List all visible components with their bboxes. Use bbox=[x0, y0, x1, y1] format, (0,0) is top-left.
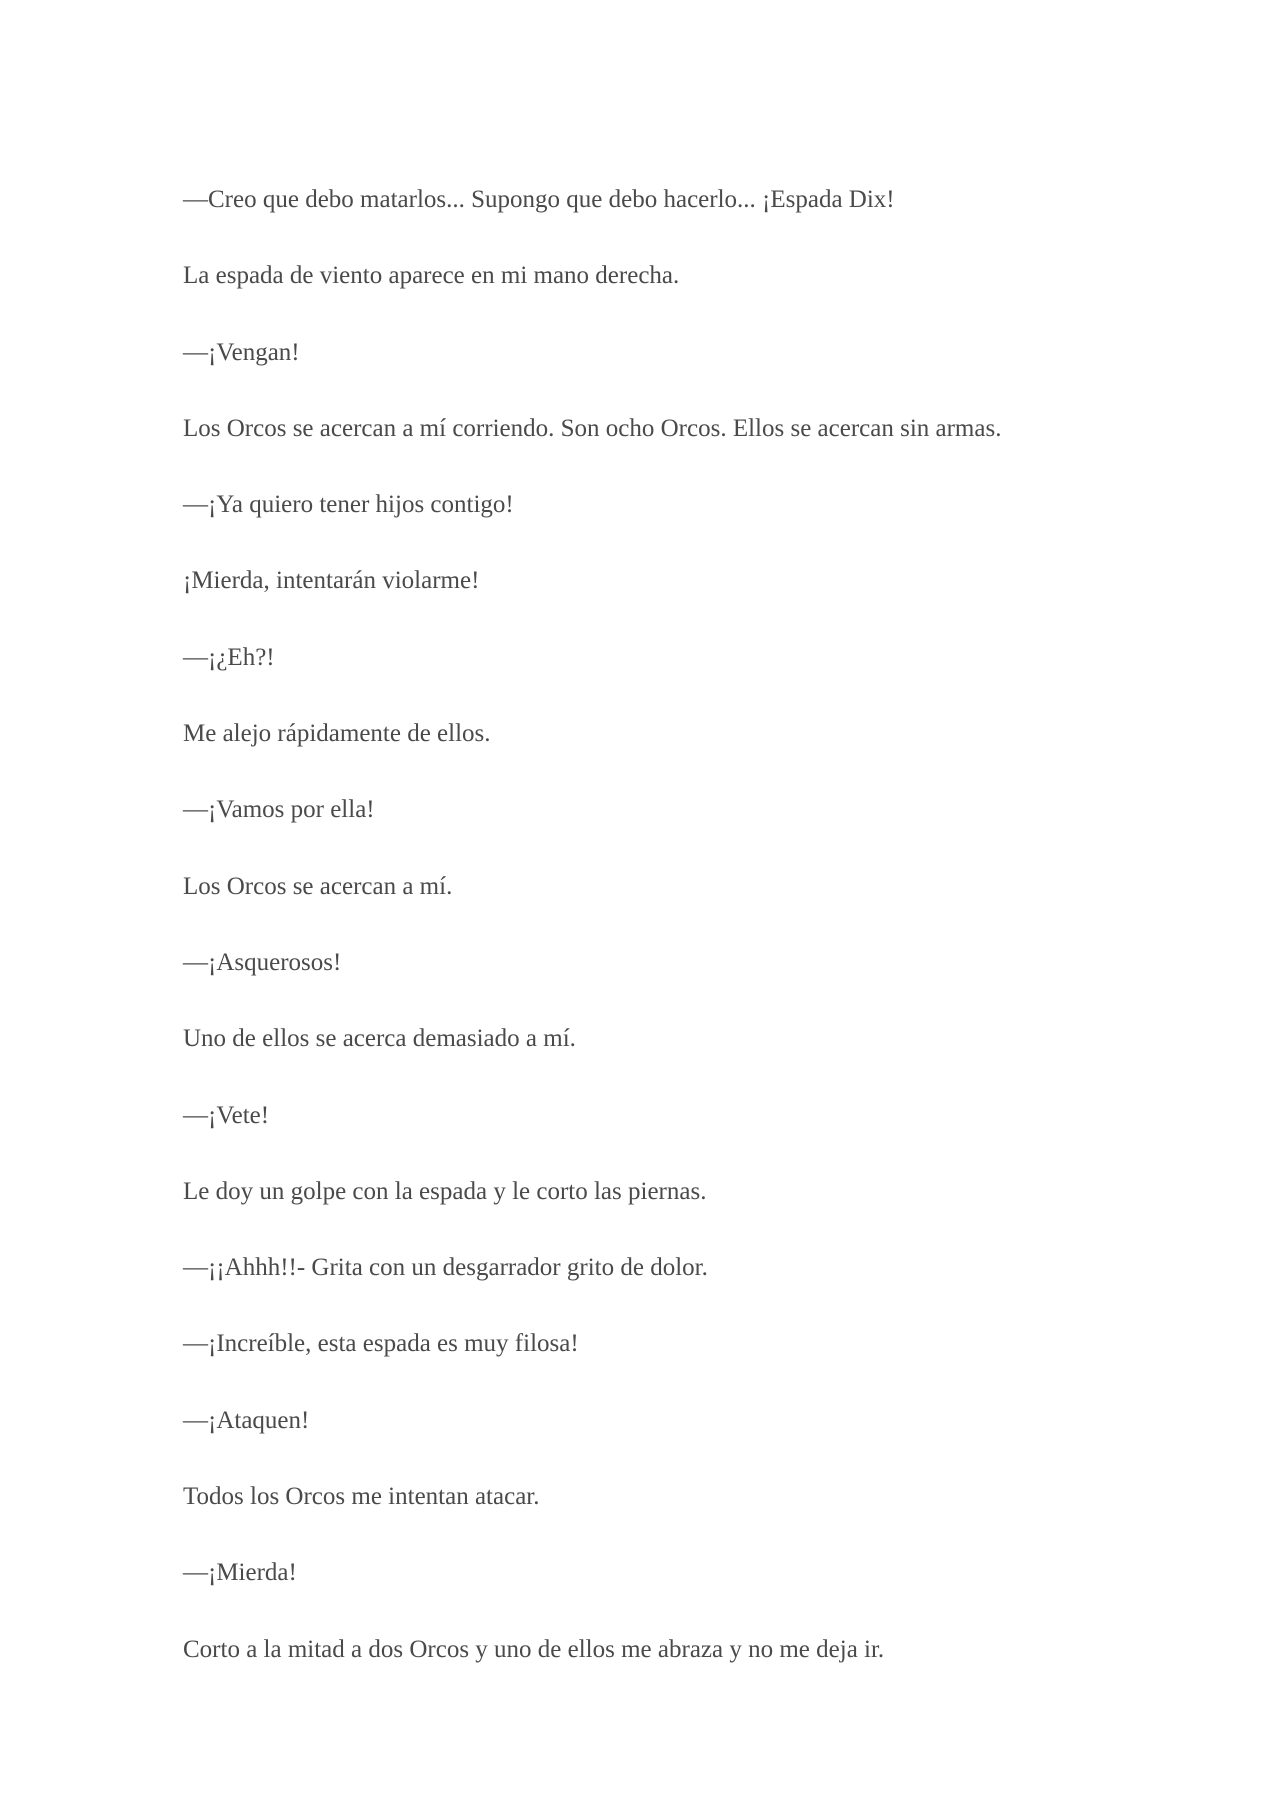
paragraph: Los Orcos se acercan a mí. bbox=[183, 872, 453, 900]
paragraph: Le doy un golpe con la espada y le corto las piernas. bbox=[183, 1177, 707, 1205]
paragraph: —¡Ataquen! bbox=[183, 1406, 310, 1434]
paragraph: Los Orcos se acercan a mí corriendo. Son ocho Orcos. Ellos se acercan sin armas. bbox=[183, 414, 1002, 442]
paragraph: —Creo que debo matarlos... Supongo que debo hacerlo... ¡Espada Dix! bbox=[183, 186, 895, 213]
paragraph: —¡Increíble, esta espada es muy filosa! bbox=[183, 1330, 579, 1358]
paragraph: —¡¿Eh?! bbox=[183, 643, 275, 671]
paragraph: Uno de ellos se acerca demasiado a mí. bbox=[183, 1025, 576, 1053]
paragraph: —¡Asquerosos! bbox=[183, 948, 342, 976]
paragraph: —¡Mierda! bbox=[183, 1559, 297, 1587]
paragraph: —¡Ya quiero tener hijos contigo! bbox=[183, 491, 514, 519]
paragraph: —¡¡Ahhh!!- Grita con un desgarrador grito de dolor. bbox=[183, 1254, 708, 1282]
paragraph: La espada de viento aparece en mi mano derecha. bbox=[183, 262, 680, 290]
paragraph: Todos los Orcos me intentan atacar. bbox=[183, 1483, 540, 1511]
paragraph: Corto a la mitad a dos Orcos y uno de ellos me abraza y no me deja ir. bbox=[183, 1635, 885, 1663]
paragraph: —¡Vete! bbox=[183, 1101, 270, 1129]
paragraph: —¡Vamos por ella! bbox=[183, 796, 375, 824]
document-body bbox=[183, 176, 1143, 1702]
paragraph: Me alejo rápidamente de ellos. bbox=[183, 720, 491, 748]
paragraph: —¡Vengan! bbox=[183, 338, 300, 366]
paragraph: ¡Mierda, intentarán violarme! bbox=[183, 567, 480, 595]
